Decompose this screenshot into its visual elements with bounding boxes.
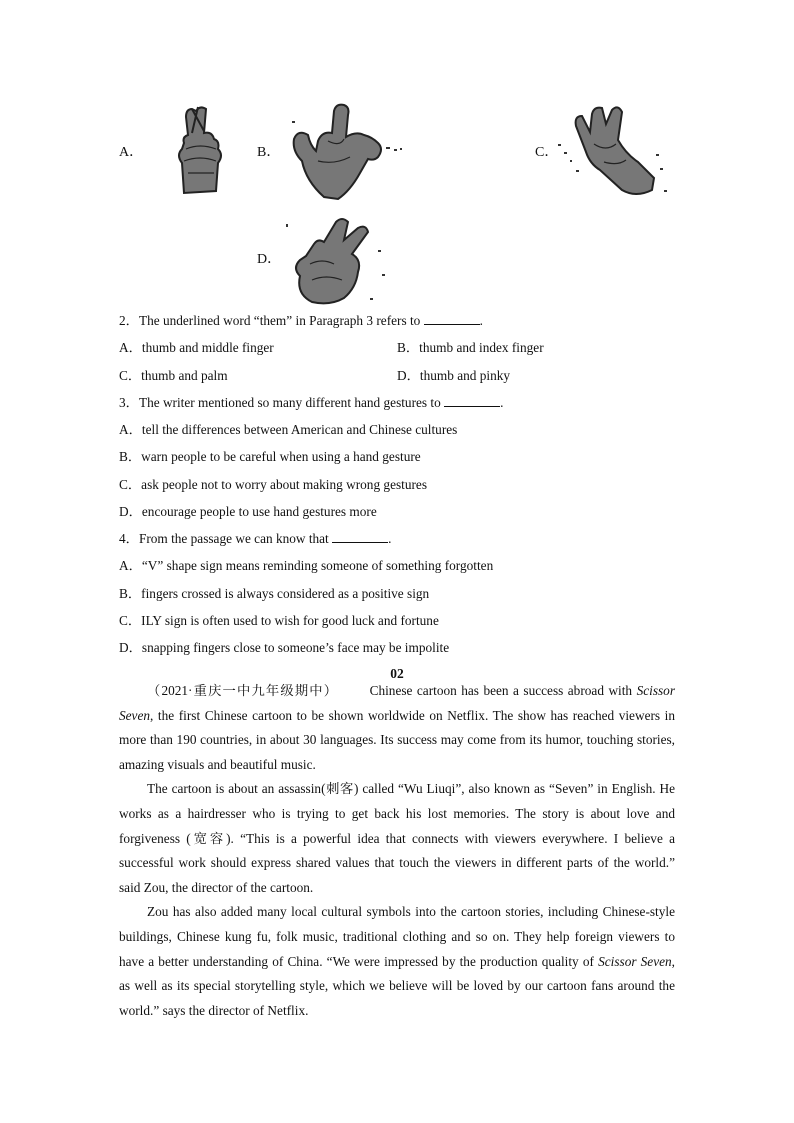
snapping-fingers-hand-icon: [288, 101, 408, 201]
option-label: D．: [397, 368, 420, 383]
question-2-option-d[interactable]: [397, 367, 510, 385]
option-label: D．: [119, 640, 142, 655]
answer-blank[interactable]: [444, 394, 500, 407]
figure-option-label-d: D．: [257, 252, 282, 267]
option-label: A．: [119, 558, 142, 573]
question-end-punct: .: [479, 313, 483, 328]
option-label: B．: [119, 449, 142, 464]
figure-option-label-a: A．: [119, 145, 144, 160]
option-label: D．: [119, 504, 142, 519]
passage-paragraph-2: [119, 777, 675, 900]
crossed-fingers-hand-icon: [170, 103, 230, 195]
v-sign-hand-icon: [282, 214, 388, 306]
question-3-option-a[interactable]: [119, 421, 457, 439]
option-label: B．: [119, 586, 142, 601]
option-text: fingers crossed is always considered as a positive sign: [141, 586, 430, 601]
option-label: C．: [119, 613, 142, 628]
question-3-option-b[interactable]: [119, 448, 421, 466]
option-text: tell the differences between American and Chinese cultures: [141, 422, 458, 437]
paragraph-text: , the first Chinese cartoon to be shown worldwide on Netflix. The show has reached viewers in more than 190 countries, in about 30 languages. Its success may come from its humor, touching stories, amazing visuals and beautiful music.: [119, 707, 675, 772]
option-text: thumb and middle finger: [141, 340, 274, 355]
question-end-punct: .: [500, 395, 504, 410]
section-number: 02: [390, 666, 404, 681]
question-2-option-a[interactable]: [119, 339, 274, 357]
question-end-punct: .: [388, 531, 392, 546]
question-3-stem: [119, 394, 503, 412]
question-2-option-c[interactable]: [119, 367, 228, 385]
question-3-option-d[interactable]: [119, 503, 377, 521]
question-text: The underlined word “them” in Paragraph 3 refers to: [138, 313, 421, 328]
question-text: The writer mentioned so many different hand gestures to: [138, 395, 441, 410]
question-number: 2．: [119, 313, 139, 328]
figure-option-label-c: C．: [535, 145, 559, 160]
option-text: encourage people to use hand gestures more: [141, 504, 377, 519]
question-text: From the passage we can know that: [138, 531, 329, 546]
passage-paragraph-3: [119, 900, 675, 1023]
passage-source: （2021·重庆一中九年级期中）: [147, 683, 339, 698]
option-label: A．: [119, 340, 142, 355]
question-number: 4．: [119, 531, 139, 546]
question-4-option-d[interactable]: [119, 639, 449, 657]
question-number: 3．: [119, 395, 139, 410]
passage: [119, 679, 675, 1023]
paragraph-text: Zou has also added many local cultural symbols into the cartoon stories, including Chinese-style buildings, Chinese kung fu, folk music, traditional clothing and so on. They help foreign viewers to have a better understanding of China. “We were impressed by the production quality of: [119, 904, 675, 969]
option-label: B．: [397, 340, 420, 355]
paragraph-text: , as well as its special storytelling style, which we believe will be loved by our cartoon fans around the world.” says the director of Netflix.: [119, 953, 675, 1018]
option-text: snapping fingers close to someone’s face may be impolite: [141, 640, 450, 655]
option-text: thumb and pinky: [419, 368, 511, 383]
option-label: A．: [119, 422, 142, 437]
option-label: C．: [119, 368, 142, 383]
passage-paragraph-1: [119, 679, 675, 777]
ily-sign-hand-icon: [556, 104, 674, 200]
question-4-option-b[interactable]: [119, 585, 429, 603]
question-4-option-c[interactable]: [119, 612, 439, 630]
question-2-stem: [119, 312, 483, 330]
answer-blank[interactable]: [332, 530, 388, 543]
question-4-option-a[interactable]: [119, 557, 493, 575]
question-3-option-c[interactable]: [119, 476, 427, 494]
option-text: “V” shape sign means reminding someone of something forgotten: [141, 558, 494, 573]
cartoon-title: Scissor Seven: [119, 683, 675, 723]
option-text: thumb and index finger: [419, 340, 544, 355]
cartoon-title: Scissor Seven: [598, 953, 672, 969]
option-label: C．: [119, 477, 142, 492]
option-text: ask people not to worry about making wrong gestures: [141, 477, 427, 492]
paragraph-text: Chinese cartoon has been a success abroad with: [369, 683, 637, 698]
answer-blank[interactable]: [424, 312, 480, 325]
figure-option-label-b: B．: [257, 145, 281, 160]
question-2-option-b[interactable]: [397, 339, 544, 357]
option-text: ILY sign is often used to wish for good luck and fortune: [141, 613, 439, 628]
question-4-stem: [119, 530, 391, 548]
paragraph-text: The cartoon is about an assassin(刺客) called “Wu Liuqi”, also known as “Seven” in English. He works as a hairdresser who is trying to get back his lost memories. The story is about love and forgiveness (宽容). “This is a powerful idea that connects with viewers everywhere. I believe a successful work should express shared values that touch the viewers in different parts of the world.” said Zou, the director of the cartoon.: [119, 781, 675, 895]
option-text: warn people to be careful when using a hand gesture: [141, 449, 421, 464]
option-text: thumb and palm: [141, 368, 228, 383]
